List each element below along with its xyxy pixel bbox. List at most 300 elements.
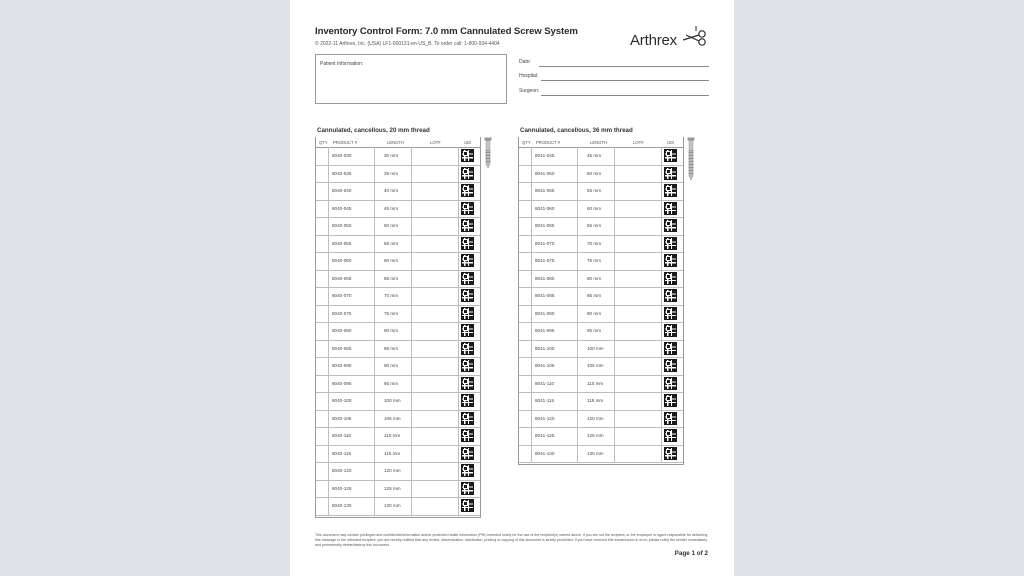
col-udi: UDI <box>667 140 675 145</box>
qty-cell[interactable] <box>316 200 329 218</box>
product-number: 8041-045 <box>535 153 555 158</box>
product-number: 8041-100 <box>535 345 555 351</box>
copyright-line: © 2022-11 Arthrex, Inc. (USA) LF1-000131-en-US_B. To order call: 1-800-934-4404 <box>315 41 500 47</box>
table-row <box>316 305 480 324</box>
length-cell <box>577 165 615 183</box>
qty-cell[interactable] <box>519 410 532 428</box>
col-product: PRODUCT # <box>333 140 358 145</box>
lot-cell[interactable] <box>614 322 662 340</box>
lot-cell[interactable] <box>614 305 662 323</box>
qty-cell[interactable] <box>316 375 329 393</box>
length-value: 90 mm <box>384 363 399 368</box>
length-value: 100 mm <box>587 345 604 351</box>
table-row <box>316 270 480 289</box>
lot-cell[interactable] <box>614 375 662 393</box>
udi-barcode-icon <box>665 343 676 354</box>
length-cell <box>577 322 615 340</box>
lot-cell[interactable] <box>614 252 662 270</box>
surgeon-line <box>541 95 709 96</box>
qty-cell[interactable] <box>316 445 329 463</box>
length-cell <box>577 392 615 410</box>
product-number: 8041-050 <box>535 170 555 176</box>
screw-icon <box>484 137 492 169</box>
product-number: 8040-060 <box>332 258 352 263</box>
table-row <box>316 445 480 464</box>
product-number: 8040-050 <box>332 223 352 228</box>
length-cell <box>577 217 615 235</box>
qty-cell[interactable] <box>519 252 532 270</box>
length-value: 85 mm <box>384 345 399 351</box>
product-number: 8040-115 <box>332 450 352 456</box>
table-row <box>519 270 683 289</box>
length-value: 130 mm <box>384 503 401 508</box>
table-row <box>316 322 480 341</box>
form-page <box>290 0 734 576</box>
product-number: 8041-105 <box>535 363 555 368</box>
product-number: 8041-065 <box>535 223 555 228</box>
length-value: 70 mm <box>587 240 602 246</box>
hospital-field[interactable] <box>519 73 709 81</box>
qty-cell[interactable] <box>316 322 329 340</box>
product-number: 8040-085 <box>332 345 352 351</box>
col-lot: LOT# <box>633 140 644 145</box>
product-number: 8040-095 <box>332 380 352 386</box>
length-value: 45 mm <box>384 205 399 211</box>
length-value: 90 mm <box>587 310 602 316</box>
table-row <box>519 305 683 324</box>
col-length: LENGTH <box>590 140 607 145</box>
product-number: 8040-105 <box>332 415 352 421</box>
surgical-scissors-icon <box>680 24 710 48</box>
page-title: Inventory Control Form: 7.0 mm Cannulated Screw System <box>315 26 578 37</box>
qty-cell[interactable] <box>316 147 329 165</box>
product-number: 8040-090 <box>332 363 352 368</box>
udi-barcode-icon <box>462 430 473 441</box>
product-number: 8041-120 <box>535 415 555 421</box>
udi-barcode-icon <box>462 290 473 301</box>
table-row <box>519 165 683 184</box>
udi-barcode-icon <box>665 185 676 196</box>
qty-cell[interactable] <box>316 165 329 183</box>
date-field[interactable] <box>519 59 709 67</box>
product-number: 8040-110 <box>332 433 352 438</box>
qty-cell[interactable] <box>316 462 329 480</box>
lot-cell[interactable] <box>411 217 459 235</box>
table-row <box>519 322 683 341</box>
udi-barcode-icon <box>462 150 473 161</box>
udi-barcode-icon <box>462 325 473 336</box>
product-number: 8040-045 <box>332 205 352 211</box>
screw-icon <box>687 137 695 181</box>
udi-barcode-icon <box>462 255 473 266</box>
length-value: 95 mm <box>384 380 399 386</box>
udi-barcode-icon <box>665 395 676 406</box>
qty-cell[interactable] <box>316 217 329 235</box>
length-value: 80 mm <box>587 275 602 281</box>
length-value: 75 mm <box>384 310 399 316</box>
qty-cell[interactable] <box>519 147 532 165</box>
length-value: 105 mm <box>384 415 401 421</box>
qty-cell[interactable] <box>519 182 532 200</box>
product-number: 8040-065 <box>332 275 352 281</box>
length-cell <box>577 305 615 323</box>
col-qty: QTY <box>319 140 328 145</box>
lot-cell[interactable] <box>411 182 459 200</box>
length-cell <box>374 200 412 218</box>
table-row <box>519 340 683 359</box>
product-number: 8041-070 <box>535 240 555 246</box>
qty-cell[interactable] <box>316 497 329 515</box>
length-cell <box>374 427 412 445</box>
lot-cell[interactable] <box>614 287 662 305</box>
lot-cell[interactable] <box>411 462 459 480</box>
length-cell <box>374 357 412 375</box>
udi-barcode-icon <box>665 273 676 284</box>
table-row <box>316 147 480 166</box>
table-row <box>519 427 683 446</box>
table-row <box>316 165 480 184</box>
udi-barcode-icon <box>462 500 473 511</box>
udi-barcode-icon <box>665 325 676 336</box>
length-value: 35 mm <box>384 170 399 176</box>
length-cell <box>577 200 615 218</box>
lot-cell[interactable] <box>411 165 459 183</box>
table-row <box>519 445 683 464</box>
length-value: 60 mm <box>587 205 602 211</box>
table-row <box>316 252 480 271</box>
udi-barcode-icon <box>462 395 473 406</box>
patient-information-label: Patient Information: <box>320 61 364 67</box>
qty-cell[interactable] <box>316 340 329 358</box>
lot-cell[interactable] <box>411 480 459 498</box>
qty-cell[interactable] <box>316 270 329 288</box>
length-cell <box>577 445 615 463</box>
page-number: Page 1 of 2 <box>674 550 708 557</box>
udi-barcode-icon <box>462 220 473 231</box>
col-length: LENGTH <box>387 140 404 145</box>
table-row <box>316 287 480 306</box>
hospital-line <box>541 80 709 81</box>
table-row <box>519 147 683 166</box>
qty-cell[interactable] <box>316 235 329 253</box>
table-title-20mm: Cannulated, cancellous, 20 mm thread <box>317 127 430 134</box>
table-row <box>519 375 683 394</box>
length-value: 95 mm <box>587 328 602 333</box>
length-cell <box>374 322 412 340</box>
table-row <box>519 287 683 306</box>
length-value: 110 mm <box>587 380 604 386</box>
udi-barcode-icon <box>462 378 473 389</box>
lot-cell[interactable] <box>614 147 662 165</box>
udi-barcode-icon <box>462 238 473 249</box>
length-value: 105 mm <box>587 363 604 368</box>
qty-cell[interactable] <box>519 305 532 323</box>
qty-cell[interactable] <box>519 445 532 463</box>
product-number: 8040-040 <box>332 188 352 193</box>
udi-barcode-icon <box>462 413 473 424</box>
udi-barcode-icon <box>665 290 676 301</box>
length-value: 65 mm <box>587 223 602 228</box>
product-number: 8040-120 <box>332 468 352 473</box>
length-value: 65 mm <box>384 275 399 281</box>
udi-barcode-icon <box>462 343 473 354</box>
length-value: 50 mm <box>384 223 399 228</box>
table-row <box>316 427 480 446</box>
length-value: 115 mm <box>587 398 604 403</box>
confidentiality-notice: This document may contain privileged and confidential information and/or protected health information (PHI) intended solely for the use of the recipient(s) named above. If you are not the recipient, or the employee or agent responsible for delivering this message to the intended recipient, you are hereby notified that any review, dissemination, distribution, printing or copying of this document is strictly prohibited. If you have received this transmission in error, please notify the sender immediately and permanently delete/destroy this document. <box>315 533 708 548</box>
qty-cell[interactable] <box>316 480 329 498</box>
product-number: 8040-125 <box>332 485 352 491</box>
udi-barcode-icon <box>462 360 473 371</box>
length-cell <box>374 252 412 270</box>
length-cell <box>577 235 615 253</box>
udi-barcode-icon <box>665 413 676 424</box>
udi-barcode-icon <box>462 203 473 214</box>
product-number: 8040-075 <box>332 310 352 316</box>
patient-information-box[interactable] <box>315 54 507 104</box>
length-value: 115 mm <box>384 450 401 456</box>
qty-cell[interactable] <box>316 357 329 375</box>
logo-text: Arthrex <box>630 32 677 49</box>
product-number: 8040-130 <box>332 503 352 508</box>
product-number: 8041-115 <box>535 398 555 403</box>
table-row <box>519 182 683 201</box>
length-value: 125 mm <box>384 485 401 491</box>
lot-cell[interactable] <box>411 375 459 393</box>
lot-cell[interactable] <box>614 165 662 183</box>
length-cell <box>374 217 412 235</box>
date-label: Date: <box>519 59 531 65</box>
qty-cell[interactable] <box>316 182 329 200</box>
udi-barcode-icon <box>462 185 473 196</box>
length-cell <box>374 392 412 410</box>
length-cell <box>374 340 412 358</box>
table-row <box>316 392 480 411</box>
product-number: 8041-080 <box>535 275 555 281</box>
qty-cell[interactable] <box>519 357 532 375</box>
lot-cell[interactable] <box>411 445 459 463</box>
qty-cell[interactable] <box>316 305 329 323</box>
surgeon-field[interactable] <box>519 88 709 96</box>
col-udi: UDI <box>464 140 472 145</box>
product-number: 8040-030 <box>332 153 352 158</box>
length-value: 70 mm <box>384 293 399 298</box>
product-number: 8041-110 <box>535 380 555 386</box>
length-value: 40 mm <box>384 188 399 193</box>
table-row <box>519 392 683 411</box>
udi-barcode-icon <box>462 308 473 319</box>
udi-barcode-icon <box>462 273 473 284</box>
udi-barcode-icon <box>665 168 676 179</box>
qty-cell[interactable] <box>316 392 329 410</box>
length-cell <box>374 375 412 393</box>
lot-cell[interactable] <box>614 235 662 253</box>
table-row <box>316 462 480 481</box>
udi-barcode-icon <box>665 150 676 161</box>
table-title-36mm: Cannulated, cancellous, 36 mm thread <box>520 127 633 134</box>
col-product: PRODUCT # <box>536 140 561 145</box>
table-row <box>316 357 480 376</box>
qty-cell[interactable] <box>519 375 532 393</box>
length-cell <box>577 427 615 445</box>
udi-barcode-icon <box>665 308 676 319</box>
qty-cell[interactable] <box>316 287 329 305</box>
lot-cell[interactable] <box>614 427 662 445</box>
lot-cell[interactable] <box>614 340 662 358</box>
col-lot: LOT# <box>430 140 441 145</box>
length-value: 55 mm <box>384 240 399 246</box>
product-number: 8040-035 <box>332 170 352 176</box>
lot-cell[interactable] <box>614 182 662 200</box>
qty-cell[interactable] <box>519 165 532 183</box>
length-cell <box>374 147 412 165</box>
length-value: 125 mm <box>587 433 604 438</box>
length-cell <box>374 480 412 498</box>
lot-cell[interactable] <box>411 305 459 323</box>
date-line <box>539 66 709 67</box>
length-value: 45 mm <box>587 153 602 158</box>
product-number: 8040-080 <box>332 328 352 333</box>
qty-cell[interactable] <box>316 427 329 445</box>
length-cell <box>577 357 615 375</box>
length-value: 30 mm <box>384 153 399 158</box>
lot-cell[interactable] <box>411 427 459 445</box>
udi-barcode-icon <box>462 465 473 476</box>
length-cell <box>577 340 615 358</box>
length-cell <box>374 445 412 463</box>
length-cell <box>577 410 615 428</box>
length-value: 130 mm <box>587 450 604 456</box>
length-value: 60 mm <box>384 258 399 263</box>
lot-cell[interactable] <box>614 410 662 428</box>
table-row <box>519 252 683 271</box>
product-number: 8041-125 <box>535 433 555 438</box>
surgeon-label: Surgeon: <box>519 88 540 94</box>
product-number: 8040-055 <box>332 240 352 246</box>
lot-cell[interactable] <box>411 235 459 253</box>
lot-cell[interactable] <box>411 322 459 340</box>
length-value: 110 mm <box>384 433 401 438</box>
table-row <box>316 340 480 359</box>
lot-cell[interactable] <box>614 200 662 218</box>
length-cell <box>577 287 615 305</box>
udi-barcode-icon <box>665 378 676 389</box>
length-cell <box>374 305 412 323</box>
length-cell <box>577 270 615 288</box>
table-row <box>316 182 480 201</box>
table-row <box>316 200 480 219</box>
col-qty: QTY <box>522 140 531 145</box>
length-value: 55 mm <box>587 188 602 193</box>
length-cell <box>374 497 412 515</box>
qty-cell[interactable] <box>519 217 532 235</box>
table-row <box>316 497 480 516</box>
length-cell <box>577 182 615 200</box>
qty-cell[interactable] <box>519 200 532 218</box>
udi-barcode-icon <box>665 360 676 371</box>
lot-cell[interactable] <box>614 270 662 288</box>
product-number: 8041-055 <box>535 188 555 193</box>
lot-cell[interactable] <box>411 147 459 165</box>
length-cell <box>374 182 412 200</box>
table-row <box>316 217 480 236</box>
length-value: 85 mm <box>587 293 602 298</box>
product-number: 8041-090 <box>535 310 555 316</box>
qty-cell[interactable] <box>519 340 532 358</box>
udi-barcode-icon <box>462 483 473 494</box>
lot-cell[interactable] <box>411 252 459 270</box>
qty-cell[interactable] <box>519 427 532 445</box>
table-row <box>519 217 683 236</box>
length-cell <box>374 270 412 288</box>
product-number: 8041-085 <box>535 293 555 298</box>
lot-cell[interactable] <box>411 410 459 428</box>
table-row <box>519 357 683 376</box>
length-value: 120 mm <box>587 415 604 421</box>
lot-cell[interactable] <box>411 200 459 218</box>
length-value: 120 mm <box>384 468 401 473</box>
length-value: 50 mm <box>587 170 602 176</box>
product-number: 8041-130 <box>535 450 555 456</box>
udi-barcode-icon <box>665 430 676 441</box>
lot-cell[interactable] <box>614 217 662 235</box>
qty-cell[interactable] <box>519 322 532 340</box>
udi-barcode-icon <box>462 168 473 179</box>
length-cell <box>374 165 412 183</box>
product-number: 8041-075 <box>535 258 555 263</box>
lot-cell[interactable] <box>614 445 662 463</box>
qty-cell[interactable] <box>519 235 532 253</box>
qty-cell[interactable] <box>519 270 532 288</box>
table-row <box>519 200 683 219</box>
lot-cell[interactable] <box>411 392 459 410</box>
inventory-table-20mm <box>315 137 481 518</box>
product-number: 8041-060 <box>535 205 555 211</box>
qty-cell[interactable] <box>316 410 329 428</box>
udi-barcode-icon <box>665 255 676 266</box>
length-cell <box>374 462 412 480</box>
table-row <box>316 375 480 394</box>
length-cell <box>577 252 615 270</box>
qty-cell[interactable] <box>316 252 329 270</box>
length-value: 75 mm <box>587 258 602 263</box>
udi-barcode-icon <box>665 203 676 214</box>
udi-barcode-icon <box>665 220 676 231</box>
hospital-label: Hospital: <box>519 73 539 79</box>
qty-cell[interactable] <box>519 392 532 410</box>
table-row <box>519 410 683 429</box>
lot-cell[interactable] <box>411 497 459 515</box>
table-row <box>316 235 480 254</box>
qty-cell[interactable] <box>519 287 532 305</box>
length-cell <box>577 147 615 165</box>
length-value: 100 mm <box>384 398 401 403</box>
lot-cell[interactable] <box>614 357 662 375</box>
table-row <box>519 235 683 254</box>
lot-cell[interactable] <box>411 270 459 288</box>
product-number: 8040-100 <box>332 398 352 403</box>
length-cell <box>374 287 412 305</box>
lot-cell[interactable] <box>614 392 662 410</box>
udi-barcode-icon <box>665 448 676 459</box>
table-row <box>316 410 480 429</box>
lot-cell[interactable] <box>411 287 459 305</box>
lot-cell[interactable] <box>411 340 459 358</box>
inventory-table-36mm <box>518 137 684 465</box>
length-value: 80 mm <box>384 328 399 333</box>
udi-barcode-icon <box>462 448 473 459</box>
lot-cell[interactable] <box>411 357 459 375</box>
